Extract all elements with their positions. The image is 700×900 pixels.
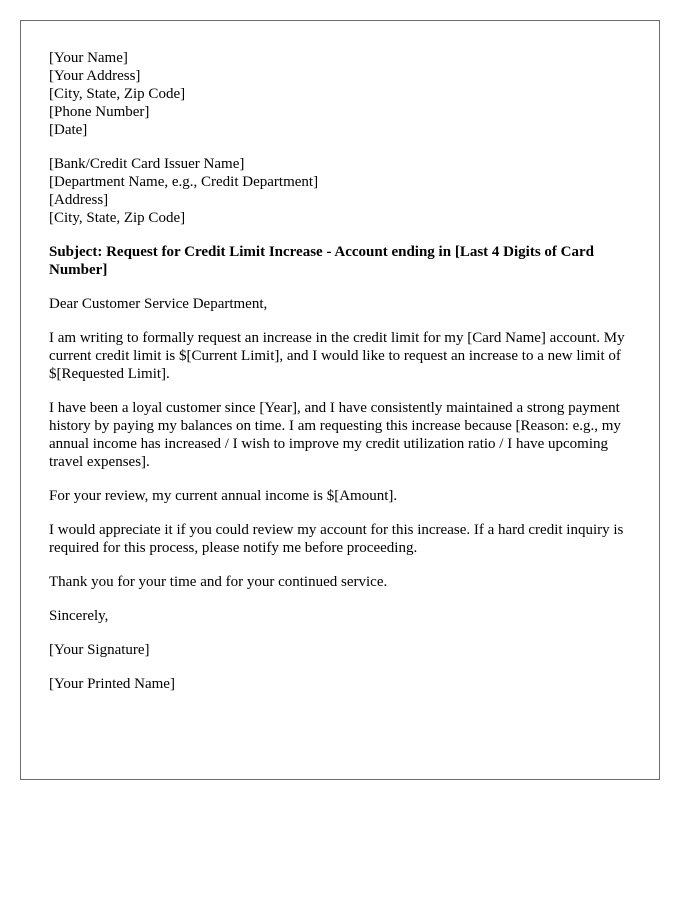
recipient-department: [Department Name, e.g., Credit Department] (49, 174, 319, 190)
signature: [Your Signature] (49, 642, 150, 658)
closing: Sincerely, (49, 608, 109, 624)
body-paragraph-request: I am writing to formally request an increase in the credit limit for my [Card Name] account. My current credit limit is $[Current Limit], and I would like to request an increase to a new limit of $[Requested Limit]. (49, 330, 625, 382)
recipient-block (49, 155, 645, 227)
body-paragraph-thanks: Thank you for your time and for your continued service. (49, 574, 388, 590)
letter-page (20, 20, 660, 780)
letter-date: [Date] (49, 122, 88, 138)
recipient-city-state-zip: [City, State, Zip Code] (49, 210, 186, 226)
sender-phone: [Phone Number] (49, 104, 150, 120)
sender-block (49, 49, 645, 139)
subject-line: Subject: Request for Credit Limit Increase - Account ending in [Last 4 Digits of Card Number] (49, 244, 594, 278)
recipient-address: [Address] (49, 192, 109, 208)
body-paragraph-review: I would appreciate it if you could review my account for this increase. If a hard credit inquiry is required for this process, please notify me before proceeding. (49, 522, 624, 556)
printed-name: [Your Printed Name] (49, 676, 175, 692)
body-paragraph-history: I have been a loyal customer since [Year], and I have consistently maintained a strong payment history by paying my balances on time. I am requesting this increase because [Reason: e.g., my annual income has increased / I wish to improve my credit utilization ratio / I have upcoming travel expenses]. (49, 400, 621, 470)
sender-name: [Your Name] (49, 50, 128, 66)
recipient-name: [Bank/Credit Card Issuer Name] (49, 156, 245, 172)
sender-address: [Your Address] (49, 68, 141, 84)
body-paragraph-income: For your review, my current annual income is $[Amount]. (49, 488, 398, 504)
salutation: Dear Customer Service Department, (49, 296, 268, 312)
letter-content (49, 49, 645, 709)
sender-city-state-zip: [City, State, Zip Code] (49, 86, 186, 102)
